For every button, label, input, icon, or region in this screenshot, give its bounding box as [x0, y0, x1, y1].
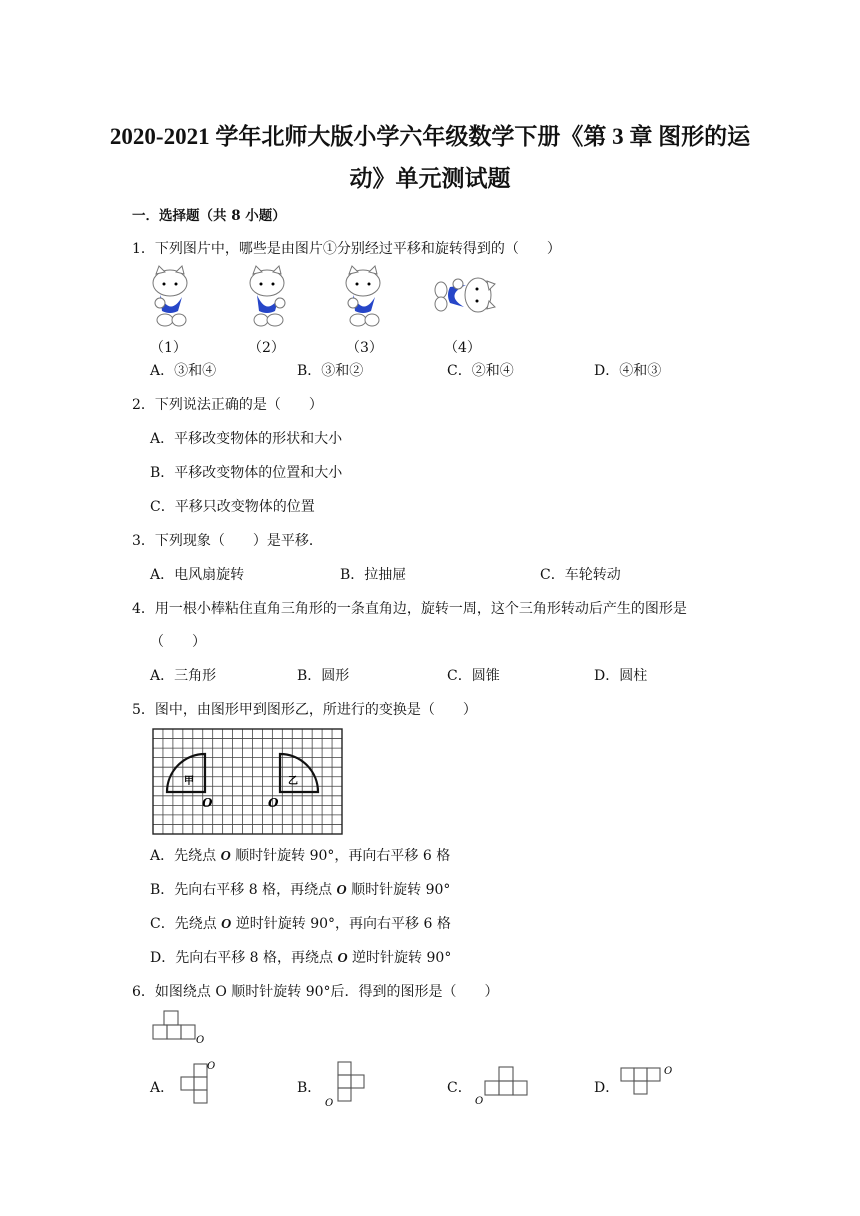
q1-option-b: B．③和② — [297, 363, 364, 379]
q6-option-a-figure — [176, 1058, 226, 1108]
question-2-stem: 2．下列说法正确的是（ ） — [132, 397, 323, 413]
q6-option-b-figure — [322, 1058, 372, 1108]
q1-option-a: A．③和④ — [150, 363, 217, 379]
q6-option-d: D． — [594, 1080, 620, 1096]
q5-label-jia: 甲 — [184, 776, 194, 787]
q6-option-c: C． — [447, 1080, 472, 1096]
q1-picture-3 — [338, 265, 393, 331]
svg-text:O: O — [664, 1066, 673, 1077]
q1-picture-label: （4） — [444, 340, 481, 356]
q6-option-a: A． — [150, 1080, 175, 1096]
svg-text:O: O — [207, 1061, 216, 1072]
svg-text:O: O — [196, 1035, 205, 1044]
question-5-stem: 5．图中，由图形甲到图形乙，所进行的变换是（ ） — [132, 702, 477, 718]
q1-picture-2 — [240, 265, 295, 331]
q2-option-b: B．平移改变物体的位置和大小 — [150, 465, 343, 481]
q5-option-c: C．先绕点 O 逆时针旋转 90°，再向右平移 6 格 — [150, 916, 451, 932]
q1-picture-label: （3） — [346, 340, 383, 356]
q5-option-d: D．先向右平移 8 格，再绕点 O 逆时针旋转 90° — [150, 950, 452, 966]
q4-option-b: B．圆形 — [297, 668, 350, 684]
question-4-stem-continued: （ ） — [150, 634, 206, 650]
q6-option-c-figure — [472, 1064, 532, 1106]
svg-text:O: O — [325, 1098, 334, 1108]
question-4-stem: 4．用一根小棒粘住直角三角形的一条直角边，旋转一周，这个三角形转动后产生的图形是 — [132, 601, 687, 617]
q6-original-figure — [150, 1008, 210, 1044]
q6-option-d-figure — [618, 1062, 680, 1098]
question-3-stem: 3．下列现象（ ）是平移． — [132, 533, 323, 549]
q2-option-c: C．平移只改变物体的位置 — [150, 499, 315, 515]
svg-text:O: O — [475, 1096, 484, 1106]
q2-option-a: A．平移改变物体的形状和大小 — [150, 431, 343, 447]
q5-option-b: B．先向右平移 8 格，再绕点 O 顺时针旋转 90° — [150, 882, 451, 898]
q1-option-d: D．④和③ — [594, 363, 662, 379]
q1-picture-label: （2） — [248, 340, 285, 356]
q1-picture-1 — [145, 265, 200, 331]
q6-option-b: B． — [297, 1080, 322, 1096]
q5-label-o-right: O — [268, 796, 279, 810]
document-title-line-1: 2020-2021 学年北师大版小学六年级数学下册《第 3 章 图形的运 — [109, 124, 751, 149]
q5-label-o-left: O — [202, 796, 213, 810]
q5-grid-figure — [150, 726, 346, 838]
q3-option-c: C．车轮转动 — [540, 567, 621, 583]
q3-option-a: A．电风扇旋转 — [150, 567, 245, 583]
q1-picture-label: （1） — [150, 340, 187, 356]
section-heading: 一．选择题（共 8 小题） — [132, 208, 286, 224]
q4-option-a: A．三角形 — [150, 668, 217, 684]
q1-option-c: C．②和④ — [447, 363, 514, 379]
q4-option-c: C．圆锥 — [447, 668, 500, 684]
q5-option-a: A．先绕点 O 顺时针旋转 90°，再向右平移 6 格 — [150, 848, 451, 864]
question-6-stem: 6．如图绕点 O 顺时针旋转 90°后．得到的图形是（ ） — [132, 984, 499, 1000]
question-1-stem: 1．下列图片中，哪些是由图片①分别经过平移和旋转得到的（ ） — [132, 241, 561, 257]
q3-option-b: B．拉抽屉 — [340, 567, 407, 583]
q5-label-yi: 乙 — [288, 776, 298, 787]
q4-option-d: D．圆柱 — [594, 668, 648, 684]
document-title-line-2: 动》单元测试题 — [349, 166, 511, 191]
q1-picture-4 — [432, 270, 498, 325]
